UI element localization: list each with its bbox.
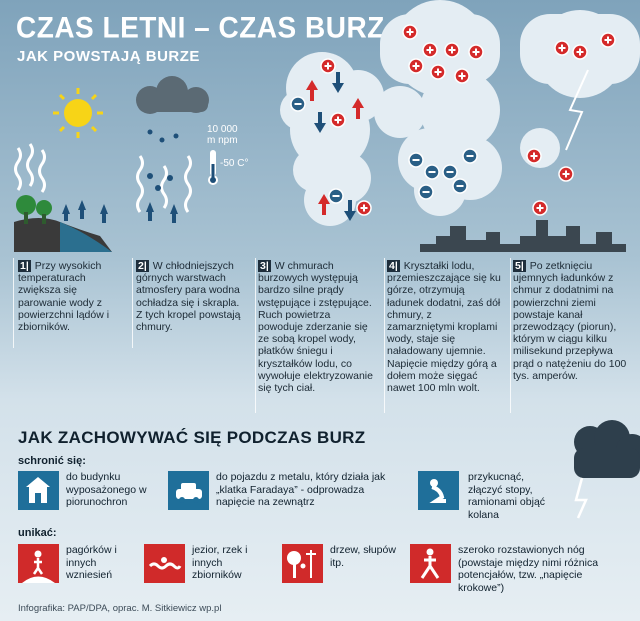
step-text: W chłodniejszych górnych warstwach atmosfery para wodna ochładza się i skrapla. Z tych kropel powstają chmury. [136,260,241,334]
altitude-label: 10 000 m npm [207,124,238,146]
step-text: Kryształki lodu, przemieszczające się ku górze, otrzymują ładunek dodatni, zaś dół chmury, z zamarzniętymi kroplami wody, staje się naładowany ujemnie. Napięcie między górą a dołem może sięgać nawet 100 mln wolt. [387,260,501,395]
step-text: W chmurach burzowych występują bardzo silne prądy wstępujące i zstępujące. Ruch powietrza powoduje zderzanie się ze sobą kropel wody, płatków śniegu i kryształków lodu, co wywołuje elektryzowanie się tych ciał. [258,260,373,395]
step-text: Po zetknięciu ujemnych ładunków z chmur z dodatnimi na powierzchni ziemi powstaje kanał przewodzący (piorun), którym w ciągu kilku milisekund przepływa prąd o natężeniu do 100 tys. amperów. [513,260,627,382]
arrow-up-icons [62,200,108,223]
shelter-label: schronić się: [18,455,86,467]
step-number: 4| [389,260,398,272]
walking-person-icon [410,544,451,583]
step-number: 3| [260,260,269,272]
tree-pole-icon [282,544,323,583]
avoid-item-4: szeroko rozstawionych nóg (powstaje między nimi różnica potencjałów, tzw. „napięcie krokowe”) [458,544,599,594]
water-icon [144,544,185,583]
step-1 [18,260,122,333]
thermometer-icon [208,150,218,185]
behavior-title: JAK ZACHOWYWAĆ SIĘ PODCZAS BURZ [18,428,366,447]
shelter-item-1: do budynku wyposażonego w piorunochron [66,471,147,508]
temperature-label: -50 C° [220,158,249,169]
step-4 [387,260,502,394]
page-subtitle: JAK POWSTAJĄ BURZE [17,48,200,65]
city-skyline-icon [420,220,626,252]
hill-person-icon [18,544,59,583]
step-5 [513,260,631,382]
avoid-item-3: drzew, słupów itp. [330,544,396,569]
sun-icon [53,88,103,138]
page-title: CZAS LETNI – CZAS BURZ [16,11,385,44]
shelter-item-3: przykucnąć, złączyć stopy, ramionami objąć kolana [468,471,546,521]
house-icon [18,471,59,510]
avoid-item-1: pagórków i innych wzniesień [66,544,117,581]
step-2 [136,260,248,333]
small-cloud-icon [136,76,209,114]
step-text: Przy wysokich temperaturach zwiększa się parowanie wody z powierzchni lądów i zbiorników. [18,260,110,334]
car-icon [168,471,209,510]
land-icon [14,195,112,252]
evaporation-icon [16,144,45,192]
step-3 [258,260,373,394]
step-number: 5| [515,260,524,272]
vapour-icon [138,156,191,212]
shelter-item-2: do pojazdu z metalu, który działa jak „klatka Faradaya” - odprowadza napięcie na zewnątrz [216,471,386,508]
step-number: 1| [20,260,29,272]
step-number: 2| [138,260,147,272]
lightning-cloud-small-icon [560,420,640,520]
thunderstorm-diagram [0,0,640,260]
avoid-item-2: jezior, rzek i innych zbiorników [192,544,248,581]
crouching-person-icon [418,471,459,510]
charged-cloud-icon [374,0,502,216]
credit-text: Infografika: PAP/DPA, oprac. M. Sitkiewicz wp.pl [18,603,222,614]
avoid-label: unikać: [18,527,57,539]
